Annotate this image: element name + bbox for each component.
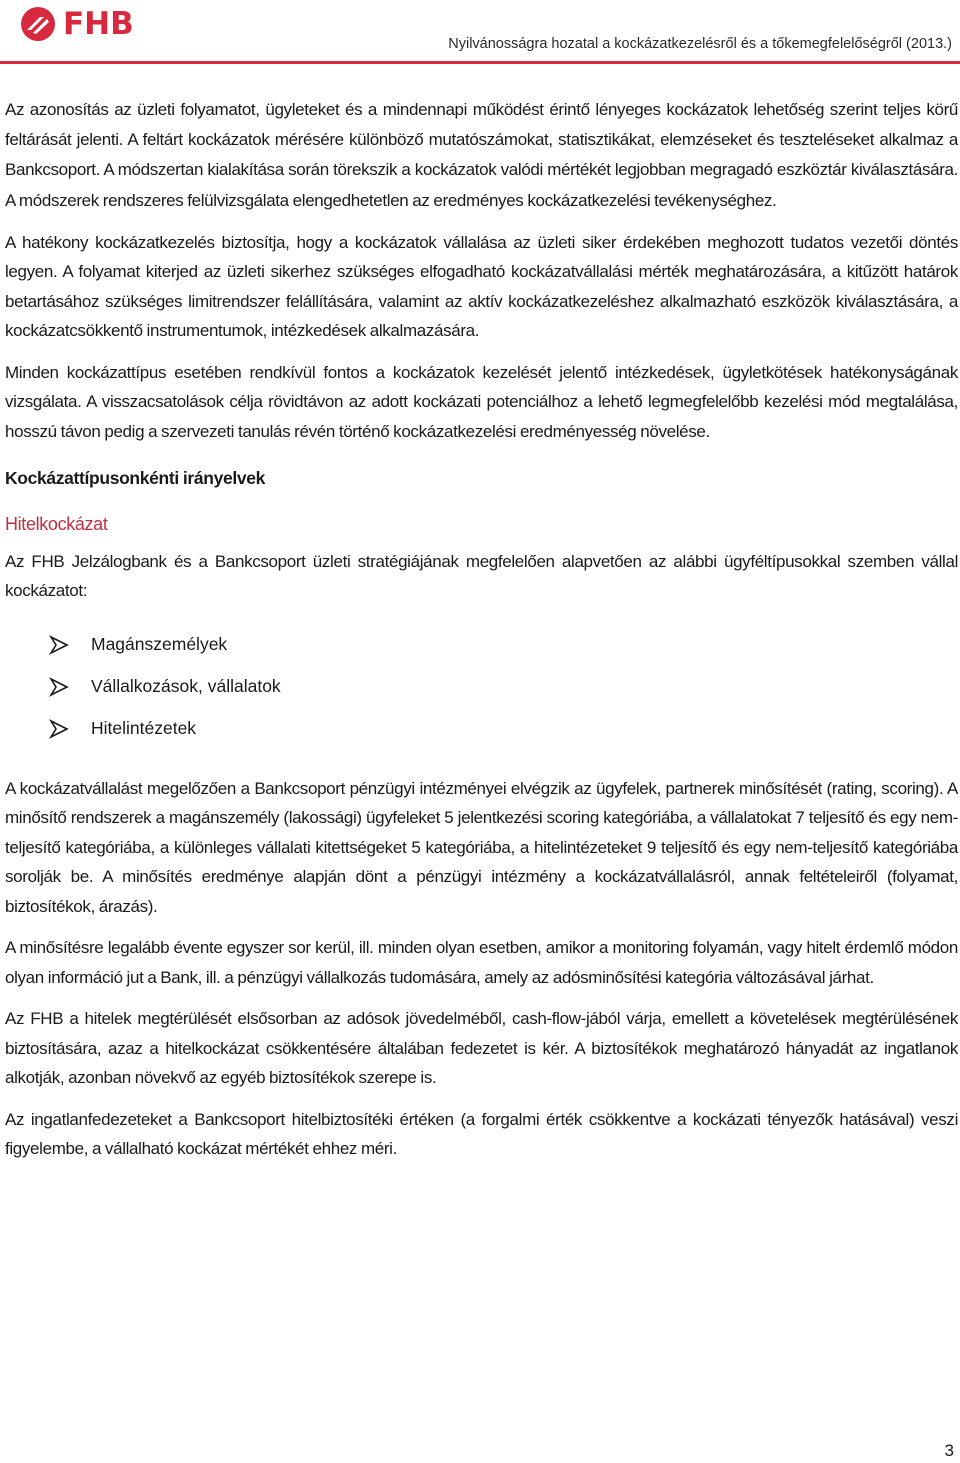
- fhb-logo-icon: [20, 6, 56, 42]
- fhb-logo: [20, 6, 134, 42]
- paragraph-collateral: Az FHB a hitelek megtérülését elsősorban az adósok jövedelméből, cash-flow-jából várja, emellett a követelések megtérülésének biztosítására, azaz a hitelkockázat csökkentésére általában fedezetet is kér. A biztosítékok meghatározó hányadát az ingatlanok alkotják, azonban növekvő az egyéb biztosítékok szerepe is.: [5, 1009, 958, 1088]
- list-item-label: Magánszemélyek: [91, 634, 228, 655]
- list-item: [5, 624, 958, 666]
- page-number: 3: [944, 1441, 954, 1460]
- paragraph-rating-frequency: A minősítésre legalább évente egyszer sor kerül, ill. minden olyan esetben, amikor a monitoring folyamán, vagy hitelt érdemlő módon olyan információ jut a Bank, ill. a pénzügyi vállalkozás tudomására, amely az adósminősítési kategória változásával járhat.: [5, 938, 958, 987]
- section-heading: Kockázattípusonkénti irányelvek: [5, 468, 265, 489]
- paragraph-identification: Az azonosítás az üzleti folyamatot, ügyleteket és a mindennapi működést érintő lényeges kockázatok lehetőség szerint teljes körű feltárását jelenti. A feltárt kockázatok mérésére különböző mutatószámokat, statisztikákat, elemzéseket és teszteléseket alkalmaz a Bankcsoport. A módszertan kialakítása során törekszik a kockázatok valódi mértékét legjobban megragadó eszköztár kiválasztására. A módszerek rendszeres felülvizsgálata elengedhetetlen az eredményes kockázatkezelési tevékenységhez.: [5, 100, 958, 210]
- paragraph-risk-types: Minden kockázattípus esetében rendkívül fontos a kockázatok kezelését jelentő intézkedések, ügyletkötések hatékonyságának vizsgálata. A visszacsatolások célja rövidtávon az adott kockázati potenciálhoz a lehető legmegfelelőbb kezelési mód megtalálása, hosszú távon pedig a szervezeti tanulás révén történő kockázatkezelési eredményesség növelése.: [5, 362, 958, 441]
- list-item: [5, 708, 958, 750]
- list-item-label: Vállalkozások, vállalatok: [91, 676, 281, 697]
- paragraph-property-collateral: Az ingatlanfedezeteket a Bankcsoport hitelbiztosítéki értéken (a forgalmi érték csökkentve a kockázati tényezők hatásával) veszi figyelembe, a vállalható kockázat mértékét ehhez méri.: [5, 1109, 958, 1159]
- header-divider: [0, 61, 960, 64]
- paragraph-client-types-intro: Az FHB Jelzálogbank és a Bankcsoport üzleti stratégiájának megfelelően alapvetően az alábbi ügyféltípusokkal szemben vállal kockázatot:: [5, 551, 958, 601]
- document-body: [5, 95, 958, 1164]
- document-title: Nyilvánosságra hozatal a kockázatkezelésről és a tőkemegfelelőségről (2013.): [448, 36, 952, 52]
- list-item: [5, 666, 958, 708]
- paragraph-effective-risk-management: A hatékony kockázatkezelés biztosítja, hogy a kockázatok vállalása az üzleti siker érdekében meghozott tudatos vezetői döntés legyen. A folyamat kiterjed az üzleti sikerhez szükséges elfogadható kockázatvállalási mérték meghatározására, a kitűzött határok betartásához szükséges limitrendszer felállítására, valamint az aktív kockázatkezeléshez alkalmazható eszközök kiválasztására, a kockázatcsökkentő instrumentumok, intézkedések alkalmazására.: [5, 232, 958, 341]
- logo-text: FHB: [63, 6, 134, 42]
- arrow-bullet-icon: [49, 719, 69, 739]
- paragraph-rating: A kockázatvállalást megelőzően a Bankcsoport pénzügyi intézményei elvégzik az ügyfelek, partnerek minősítését (rating, scoring). A minősítő rendszerek a magánszemély (lakossági) ügyfeleket 5 jelentkezési scoring kategóriába, a vállalatokat 7 teljesítő és egy nem-teljesítő kategóriába, a különleges vállalati kitettségeket 5 kategóriába, a hitelintézeteket 9 teljesítő és egy nem-teljesítő kategóriába sorolják be. A minősítés eredménye alapján dönt a pénzügyi intézmény a kockázatvállalásról, annak feltételeiről (folyamat, biztosítékok, árazás).: [5, 778, 958, 916]
- client-type-list: [5, 624, 958, 750]
- arrow-bullet-icon: [49, 635, 69, 655]
- list-item-label: Hitelintézetek: [91, 718, 197, 739]
- section-subheading: Hitelkockázat: [5, 513, 108, 534]
- page-header: [0, 0, 960, 80]
- arrow-bullet-icon: [49, 677, 69, 697]
